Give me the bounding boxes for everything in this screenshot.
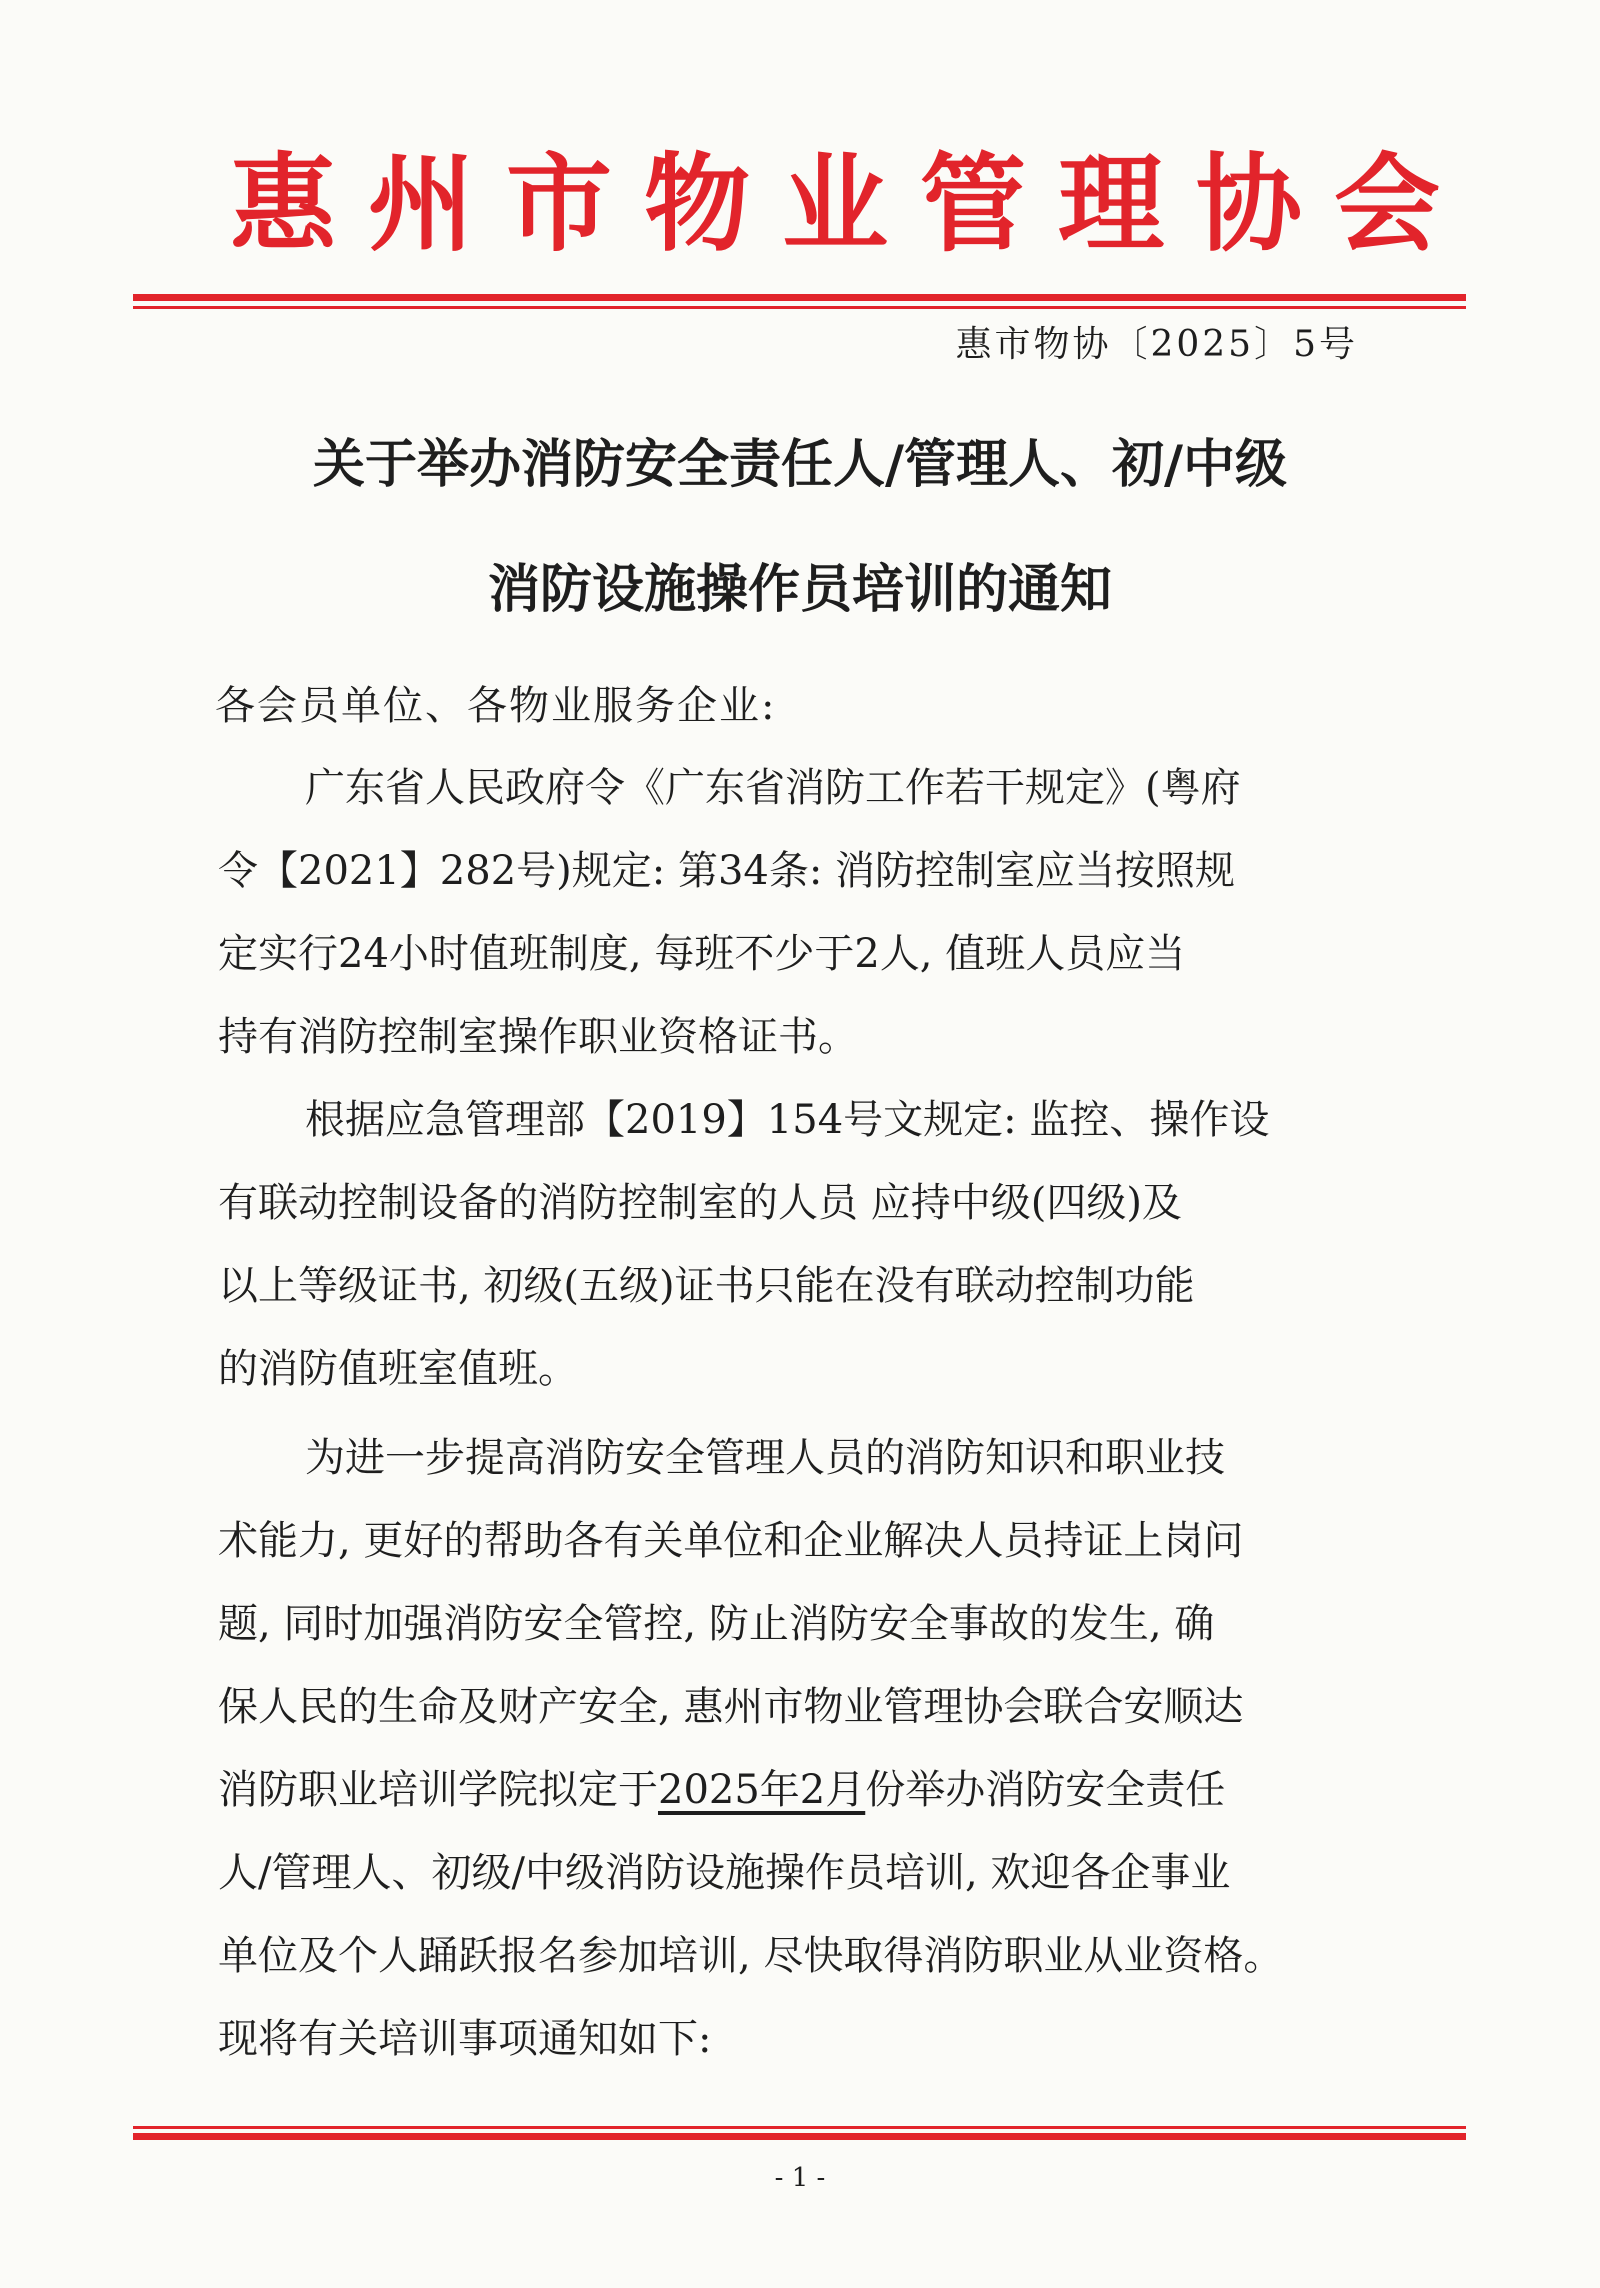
paragraph-3-line-8: 现将有关培训事项通知如下: xyxy=(218,2016,712,2062)
paragraph-2-line-4: 的消防值班室值班。 xyxy=(218,1346,578,1392)
paragraph-1-line-1: 广东省人民政府令《广东省消防工作若干规定》(粤府 xyxy=(305,765,1241,811)
training-date: 2025年2月 xyxy=(658,1767,866,1813)
paragraph-2-line-3: 以上等级证书, 初级(五级)证书只能在没有联动控制功能 xyxy=(218,1263,1195,1309)
paragraph-1-line-4: 持有消防控制室操作职业资格证书。 xyxy=(218,1014,858,1060)
footer-rule-thick xyxy=(133,2133,1466,2140)
salutation: 各会员单位、各物业服务企业: xyxy=(215,683,777,729)
page-number: - 1 - xyxy=(774,2163,826,2193)
paragraph-3-line-7: 单位及个人踊跃报名参加培训, 尽快取得消防职业从业资格。 xyxy=(218,1933,1284,1979)
footer-rule-thin xyxy=(133,2126,1466,2129)
header-rule-thin xyxy=(133,306,1466,309)
paragraph-3-line-4: 保人民的生命及财产安全, 惠州市物业管理协会联合安顺达 xyxy=(218,1684,1244,1730)
organization-header: 惠州市物业管理协会 xyxy=(230,143,1472,266)
paragraph-3-line-3: 题, 同时加强消防安全管控, 防止消防安全事故的发生, 确 xyxy=(218,1601,1215,1647)
header-rule-thick xyxy=(133,294,1466,301)
paragraph-1-line-3: 定实行24小时值班制度, 每班不少于2人, 值班人员应当 xyxy=(218,931,1186,977)
paragraph-3-line-6: 人/管理人、初级/中级消防设施操作员培训, 欢迎各企事业 xyxy=(218,1850,1231,1896)
paragraph-3-line-5: 消防职业培训学院拟定于2025年2月份举办消防安全责任 xyxy=(0,1762,1600,1818)
title-line-2: 消防设施操作员培训的通知 xyxy=(487,560,1112,620)
paragraph-3-line-1: 为进一步提高消防安全管理人员的消防知识和职业技 xyxy=(305,1435,1225,1481)
paragraph-2-line-2: 有联动控制设备的消防控制室的人员 应持中级(四级)及 xyxy=(218,1180,1182,1226)
paragraph-1-line-2: 令【2021】282号)规定: 第34条: 消防控制室应当按照规 xyxy=(218,848,1236,894)
title-line-1: 关于举办消防安全责任人/管理人、初/中级 xyxy=(313,435,1287,495)
document-number: 惠市物协〔2025〕5号 xyxy=(955,324,1358,365)
paragraph-2-line-1: 根据应急管理部【2019】154号文规定: 监控、操作设 xyxy=(305,1097,1270,1143)
paragraph-3-line-2: 术能力, 更好的帮助各有关单位和企业解决人员持证上岗问 xyxy=(218,1518,1244,1564)
